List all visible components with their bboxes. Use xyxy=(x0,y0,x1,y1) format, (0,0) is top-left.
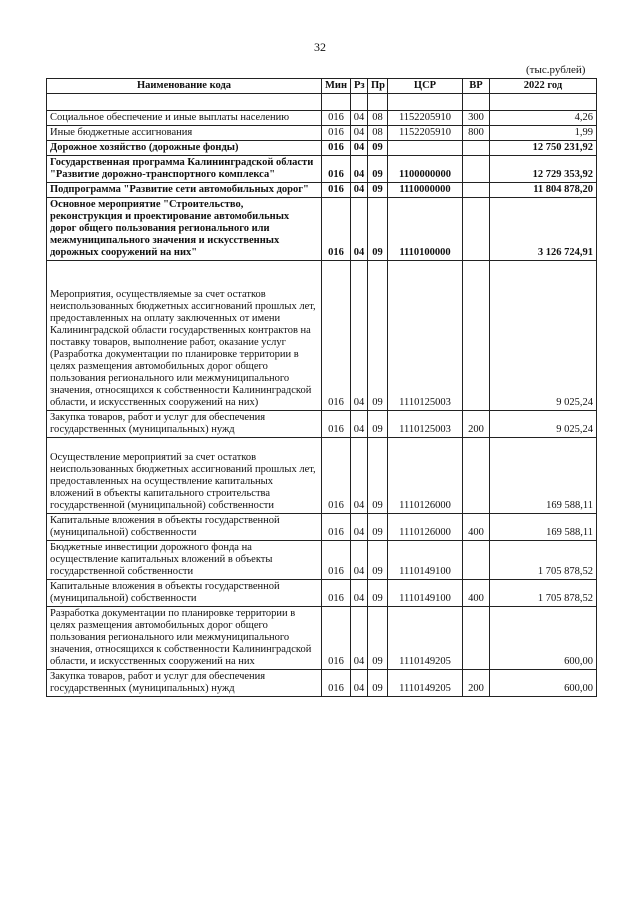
row-amount: 169 588,11 xyxy=(490,438,597,514)
row-rz: 04 xyxy=(351,411,368,438)
row-amount: 12 729 353,92 xyxy=(490,156,597,183)
row-amount: 1 705 878,52 xyxy=(490,541,597,580)
page-number: 32 xyxy=(314,40,326,54)
row-min: 016 xyxy=(322,607,351,670)
row-pr: 09 xyxy=(368,198,388,261)
row-min: 016 xyxy=(322,411,351,438)
row-csr: 1110100000 xyxy=(388,198,463,261)
row-pr: 09 xyxy=(368,607,388,670)
row-amount: 11 804 878,20 xyxy=(490,183,597,198)
row-csr: 1110126000 xyxy=(388,438,463,514)
row-rz: 04 xyxy=(351,607,368,670)
row-pr: 09 xyxy=(368,183,388,198)
row-pr: 09 xyxy=(368,156,388,183)
row-name: Подпрограмма "Развитие сети автомобильных дорог" xyxy=(47,183,322,198)
row-name: Капитальные вложения в объекты государственной (муниципальной) собственности xyxy=(47,580,322,607)
table-row xyxy=(47,541,597,580)
table-header-row xyxy=(47,79,597,94)
row-amount: 9 025,24 xyxy=(490,411,597,438)
row-csr: 1100000000 xyxy=(388,156,463,183)
row-pr: 09 xyxy=(368,261,388,411)
row-rz: 04 xyxy=(351,580,368,607)
row-min: 016 xyxy=(322,126,351,141)
row-min: 016 xyxy=(322,141,351,156)
row-amount: 1 705 878,52 xyxy=(490,580,597,607)
table-row xyxy=(47,198,597,261)
header-min: Мин xyxy=(322,79,351,94)
row-name: Бюджетные инвестиции дорожного фонда на осуществление капитальных вложений в объекты государственной собственности xyxy=(47,541,322,580)
row-name: Разработка документации по планировке территории в целях размещения автомобильных дорог общего пользования регионального или межмуниципального значения, относящихся к собственности Калининградской области, и искусственных сооружений на них xyxy=(47,607,322,670)
row-pr: 09 xyxy=(368,514,388,541)
row-rz: 04 xyxy=(351,438,368,514)
row-name: Иные бюджетные ассигнования xyxy=(47,126,322,141)
header-name: Наименование кода xyxy=(47,79,322,94)
row-csr xyxy=(388,141,463,156)
table-row xyxy=(47,670,597,697)
row-rz: 04 xyxy=(351,111,368,126)
row-rz: 04 xyxy=(351,670,368,697)
row-min: 016 xyxy=(322,156,351,183)
row-rz: 04 xyxy=(351,261,368,411)
table-row xyxy=(47,126,597,141)
row-name: Закупка товаров, работ и услуг для обеспечения государственных (муниципальных) нужд xyxy=(47,411,322,438)
row-amount: 600,00 xyxy=(490,607,597,670)
header-rz: Рз xyxy=(351,79,368,94)
row-vr xyxy=(463,141,490,156)
row-csr: 1110149100 xyxy=(388,541,463,580)
row-csr: 1110149205 xyxy=(388,607,463,670)
row-csr: 1110125003 xyxy=(388,411,463,438)
row-vr xyxy=(463,438,490,514)
row-rz: 04 xyxy=(351,514,368,541)
row-csr: 1110125003 xyxy=(388,261,463,411)
row-rz: 04 xyxy=(351,156,368,183)
row-min: 016 xyxy=(322,111,351,126)
row-rz: 04 xyxy=(351,541,368,580)
row-csr: 1110149205 xyxy=(388,670,463,697)
row-amount: 9 025,24 xyxy=(490,261,597,411)
row-rz: 04 xyxy=(351,198,368,261)
row-pr: 09 xyxy=(368,141,388,156)
table-row xyxy=(47,261,597,411)
row-pr: 08 xyxy=(368,111,388,126)
row-csr: 1110149100 xyxy=(388,580,463,607)
table-row xyxy=(47,580,597,607)
row-vr xyxy=(463,607,490,670)
table-row xyxy=(47,141,597,156)
row-min: 016 xyxy=(322,580,351,607)
row-vr: 200 xyxy=(463,670,490,697)
row-vr xyxy=(463,156,490,183)
row-name: Капитальные вложения в объекты государственной (муниципальной) собственности xyxy=(47,514,322,541)
header-csr: ЦСР xyxy=(388,79,463,94)
row-csr: 1110126000 xyxy=(388,514,463,541)
header-pr: Пр xyxy=(368,79,388,94)
units-label: (тыс.рублей) xyxy=(526,64,586,76)
row-pr: 09 xyxy=(368,411,388,438)
row-vr: 400 xyxy=(463,514,490,541)
row-name: Государственная программа Калининградской области "Развитие дорожно-транспортного комплекса" xyxy=(47,156,322,183)
row-rz: 04 xyxy=(351,183,368,198)
row-amount: 600,00 xyxy=(490,670,597,697)
row-min: 016 xyxy=(322,438,351,514)
row-amount: 12 750 231,92 xyxy=(490,141,597,156)
empty-row xyxy=(47,94,597,111)
row-pr: 09 xyxy=(368,580,388,607)
header-year: 2022 год xyxy=(490,79,597,94)
table-row xyxy=(47,607,597,670)
table-row xyxy=(47,156,597,183)
table-row xyxy=(47,183,597,198)
table-row xyxy=(47,514,597,541)
row-min: 016 xyxy=(322,261,351,411)
row-vr: 300 xyxy=(463,111,490,126)
row-min: 016 xyxy=(322,670,351,697)
budget-table xyxy=(46,78,597,697)
row-name: Мероприятия, осуществляемые за счет остатков неиспользованных бюджетных ассигнований прошлых лет, предоставленных на оплату заключенных от имени Калининградской области государственных контрактов на поставку товаров, выполнение работ, оказание услуг (Разработка документации по планировке территории в целях размещения автомобильных дорог общего пользования регионального или межмуниципального значения, относящихся к собственности Калининградской области, и искусственных сооружений на них) xyxy=(47,261,322,411)
row-pr: 09 xyxy=(368,438,388,514)
row-csr: 1110000000 xyxy=(388,183,463,198)
row-vr: 400 xyxy=(463,580,490,607)
row-amount: 3 126 724,91 xyxy=(490,198,597,261)
row-vr xyxy=(463,541,490,580)
row-min: 016 xyxy=(322,541,351,580)
header-vr: ВР xyxy=(463,79,490,94)
table-row xyxy=(47,438,597,514)
table-row xyxy=(47,111,597,126)
row-amount: 4,26 xyxy=(490,111,597,126)
row-amount: 1,99 xyxy=(490,126,597,141)
row-csr: 1152205910 xyxy=(388,111,463,126)
row-vr xyxy=(463,183,490,198)
row-vr xyxy=(463,198,490,261)
row-name: Дорожное хозяйство (дорожные фонды) xyxy=(47,141,322,156)
row-rz: 04 xyxy=(351,126,368,141)
row-vr: 200 xyxy=(463,411,490,438)
row-amount: 169 588,11 xyxy=(490,514,597,541)
row-min: 016 xyxy=(322,198,351,261)
row-pr: 09 xyxy=(368,670,388,697)
row-min: 016 xyxy=(322,514,351,541)
row-pr: 08 xyxy=(368,126,388,141)
row-rz: 04 xyxy=(351,141,368,156)
row-min: 016 xyxy=(322,183,351,198)
row-pr: 09 xyxy=(368,541,388,580)
row-name: Осуществление мероприятий за счет остатков неиспользованных бюджетных ассигнований прошлых лет, предоставленных на осуществление капитальных вложений в объекты капитального строительства государственной (муниципальной) собственности xyxy=(47,438,322,514)
table-row xyxy=(47,411,597,438)
row-csr: 1152205910 xyxy=(388,126,463,141)
row-name: Основное мероприятие "Строительство, реконструкция и проектирование автомобильных дорог общего пользования регионального или межмуниципального значения и искусственных дорожных сооружений на них" xyxy=(47,198,322,261)
row-vr xyxy=(463,261,490,411)
row-name: Закупка товаров, работ и услуг для обеспечения государственных (муниципальных) нужд xyxy=(47,670,322,697)
row-name: Социальное обеспечение и иные выплаты населению xyxy=(47,111,322,126)
row-vr: 800 xyxy=(463,126,490,141)
